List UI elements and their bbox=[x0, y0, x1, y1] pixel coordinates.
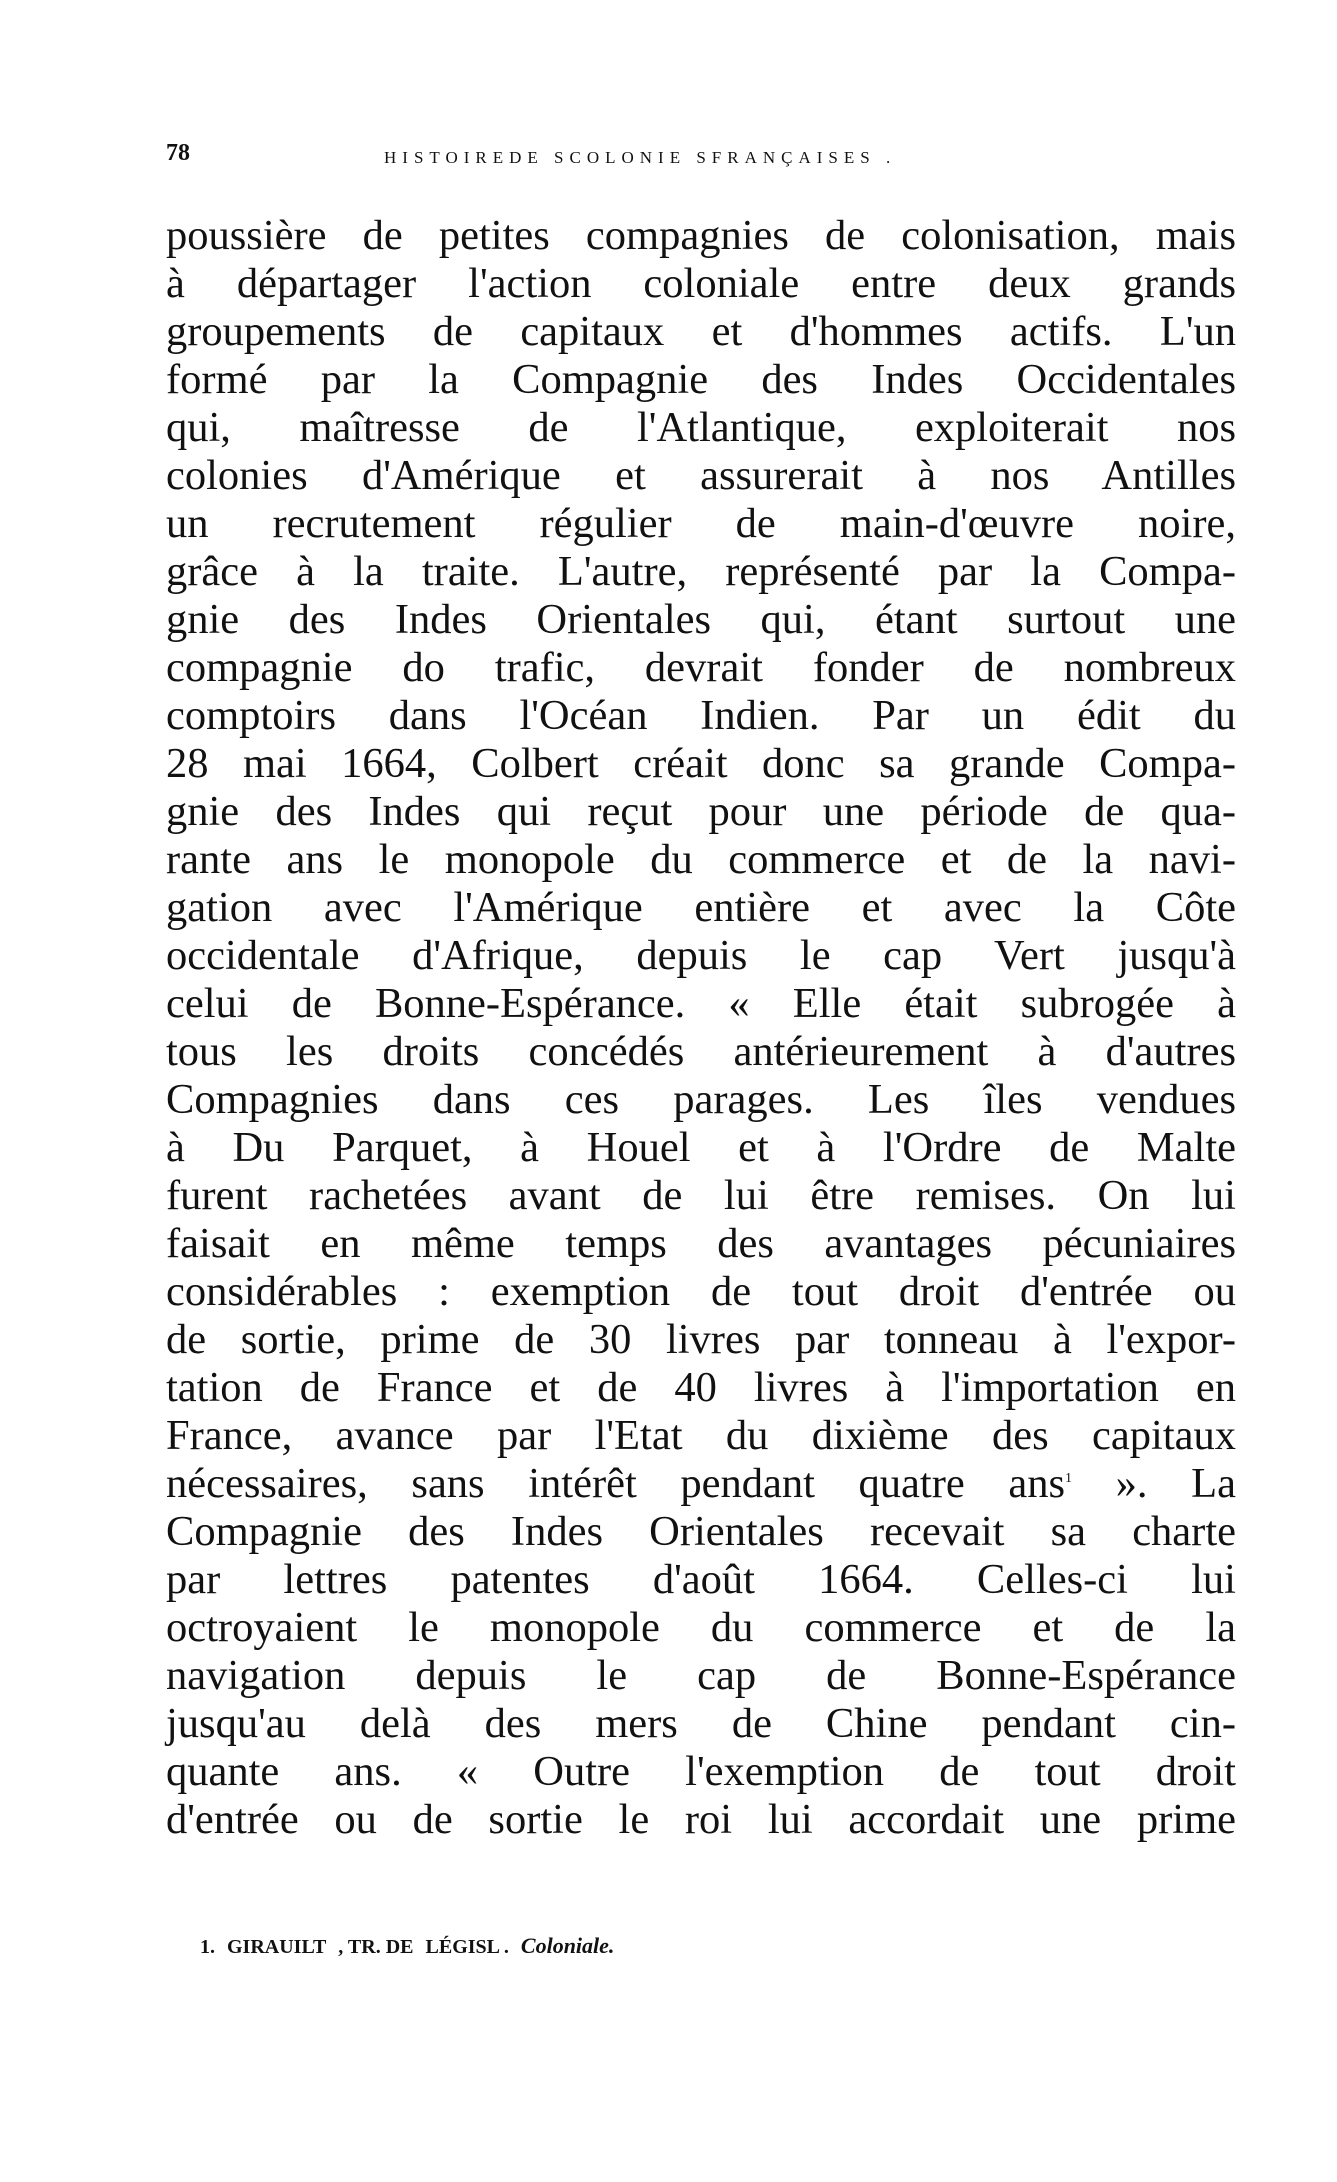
running-head: HISTOIREDE SCOLONIE SFRANÇAISES . bbox=[384, 148, 897, 167]
page-number: 78 bbox=[166, 140, 190, 166]
text-line: de sortie, prime de 30 livres par tonneau à l'expor- bbox=[166, 1316, 1236, 1363]
text-line: tation de France et de 40 livres à l'importation en bbox=[166, 1364, 1236, 1411]
text-line: Compagnies dans ces parages. Les îles vendues bbox=[166, 1076, 1236, 1123]
text-line: rante ans le monopole du commerce et de la navi- bbox=[166, 836, 1236, 883]
text-line: d'entrée ou de sortie le roi lui accordait une prime bbox=[166, 1796, 1236, 1843]
text-line: qui, maîtresse de l'Atlantique, exploiterait nos bbox=[166, 404, 1236, 451]
text-line: par lettres patentes d'août 1664. Celles-ci lui bbox=[166, 1556, 1236, 1603]
text-line: compagnie do trafic, devrait fonder de nombreux bbox=[166, 644, 1236, 691]
text-segment: nécessaires, sans intérêt pendant quatre ans bbox=[166, 1460, 1066, 1507]
text-line: 28 mai 1664, Colbert créait donc sa grande Compa- bbox=[166, 740, 1236, 787]
text-line: quante ans. « Outre l'exemption de tout droit bbox=[166, 1748, 1236, 1795]
footnote-ref-text-2: LÉGISL . bbox=[425, 1936, 509, 1958]
text-line: considérables : exemption de tout droit d'entrée ou bbox=[166, 1268, 1236, 1315]
text-line: à départager l'action coloniale entre deux grands bbox=[166, 260, 1236, 307]
footnote-ref-text: , TR. DE bbox=[338, 1936, 414, 1958]
footnote-ref: 1 bbox=[1065, 1470, 1073, 1486]
text-line: groupements de capitaux et d'hommes actifs. L'un bbox=[166, 308, 1236, 355]
text-line: Compagnie des Indes Orientales recevait sa charte bbox=[166, 1508, 1236, 1555]
text-line: un recrutement régulier de main-d'œuvre noire, bbox=[166, 500, 1236, 547]
text-line: faisait en même temps des avantages pécuniaires bbox=[166, 1220, 1236, 1267]
text-line: octroyaient le monopole du commerce et de la bbox=[166, 1604, 1236, 1651]
text-line: formé par la Compagnie des Indes Occidentales bbox=[166, 356, 1236, 403]
text-line: occidentale d'Afrique, depuis le cap Vert jusqu'à bbox=[166, 932, 1236, 979]
text-line: poussière de petites compagnies de colonisation, mais bbox=[166, 212, 1236, 259]
footnote-author: GIRAUILT bbox=[227, 1936, 327, 1958]
text-line: celui de Bonne-Espérance. « Elle était subrogée à bbox=[166, 980, 1236, 1027]
text-line: jusqu'au delà des mers de Chine pendant cin- bbox=[166, 1700, 1236, 1747]
footnote-title: Coloniale. bbox=[520, 1933, 615, 1958]
text-line: comptoirs dans l'Océan Indien. Par un édit du bbox=[166, 692, 1236, 739]
text-line: furent rachetées avant de lui être remises. On lui bbox=[166, 1172, 1236, 1219]
text-line: colonies d'Amérique et assurerait à nos Antilles bbox=[166, 452, 1236, 499]
text-line-with-footnote-ref bbox=[166, 1460, 1236, 1508]
text-line: grâce à la traite. L'autre, représenté par la Compa- bbox=[166, 548, 1236, 595]
text-line: France, avance par l'Etat du dixième des capitaux bbox=[166, 1412, 1236, 1459]
text-line: à Du Parquet, à Houel et à l'Ordre de Malte bbox=[166, 1124, 1236, 1171]
text-segment: ». La bbox=[1072, 1460, 1236, 1507]
text-line: gation avec l'Amérique entière et avec la Côte bbox=[166, 884, 1236, 931]
text-line: navigation depuis le cap de Bonne-Espérance bbox=[166, 1652, 1236, 1699]
footnote bbox=[200, 1933, 614, 1959]
text-line: tous les droits concédés antérieurement à d'autres bbox=[166, 1028, 1236, 1075]
page-header bbox=[166, 140, 1016, 180]
footnote-number: 1. bbox=[200, 1936, 215, 1958]
body-text bbox=[166, 212, 1236, 1844]
text-line: gnie des Indes Orientales qui, étant surtout une bbox=[166, 596, 1236, 643]
text-line: gnie des Indes qui reçut pour une période de qua- bbox=[166, 788, 1236, 835]
